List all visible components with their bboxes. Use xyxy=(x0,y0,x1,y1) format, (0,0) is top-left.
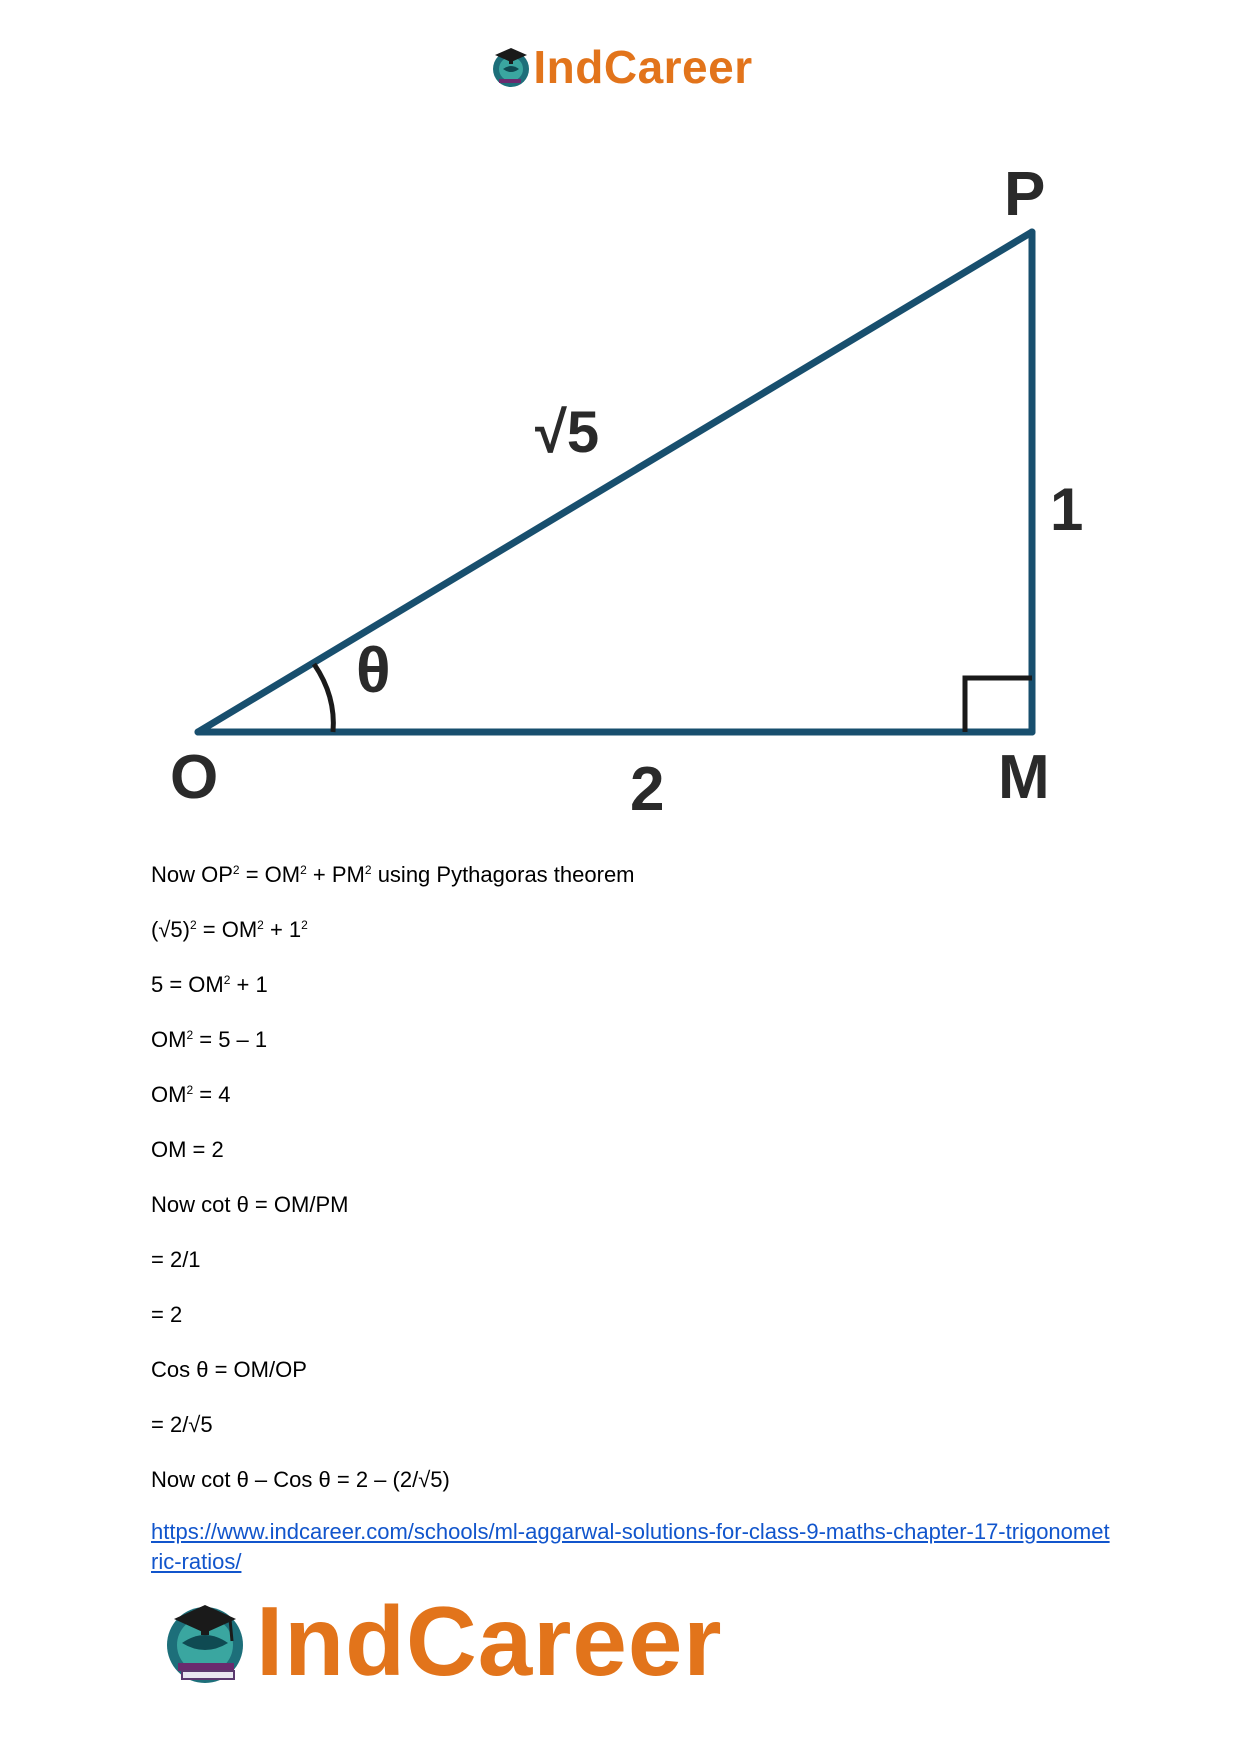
step-line: Now $OP^2 = OM^2 + PM^2$ using Pythagoras theorem xyxy=(151,862,635,887)
side-label-op: √5 xyxy=(535,400,600,465)
step-line: $OM^2 = 4$ xyxy=(151,1082,231,1107)
logo-wordmark: IndCareer xyxy=(256,1586,723,1696)
side-op-line xyxy=(198,232,1032,732)
step-line: $OM^2 = 5 - 1$ xyxy=(151,1027,268,1052)
step-line: Cos θ = OM/OP xyxy=(151,1357,307,1382)
step-line: = 2 xyxy=(151,1302,183,1327)
step-line: Now cot θ – Cos θ = 2 – (2/√5) xyxy=(151,1467,450,1492)
side-label-om: 2 xyxy=(630,755,665,824)
source-link[interactable]: https://www.indcareer.com/schools/ml-aggarwal-solutions-for-class-9-maths-chapter-17-trigonometric-ratios/ xyxy=(151,1519,1110,1574)
step-line: = 2/√5 xyxy=(151,1412,213,1437)
side-label-pm: 1 xyxy=(1050,476,1084,543)
triangle-diagram xyxy=(150,150,1100,830)
vertex-label-o: O xyxy=(170,743,219,812)
vertex-label-m: M xyxy=(998,743,1050,812)
step-line: OM = 2 xyxy=(151,1137,224,1162)
graduation-globe-icon xyxy=(489,45,533,89)
step-line: = 2/1 xyxy=(151,1247,201,1272)
step-line: $(√5)^2 = OM^2 + 1^2$ xyxy=(151,917,308,942)
logo-wordmark: IndCareer xyxy=(533,41,753,93)
step-line: Now cot θ = OM/PM xyxy=(151,1192,349,1217)
header-logo xyxy=(0,40,1242,94)
right-angle-marker xyxy=(965,678,1032,732)
footer-logo xyxy=(160,1585,723,1698)
angle-arc xyxy=(314,664,333,732)
step-line: $5 = OM^2 + 1$ xyxy=(151,972,268,997)
angle-label-theta: θ xyxy=(356,634,391,706)
graduation-books-globe-icon xyxy=(160,1597,250,1687)
vertex-label-p: P xyxy=(1004,160,1046,229)
